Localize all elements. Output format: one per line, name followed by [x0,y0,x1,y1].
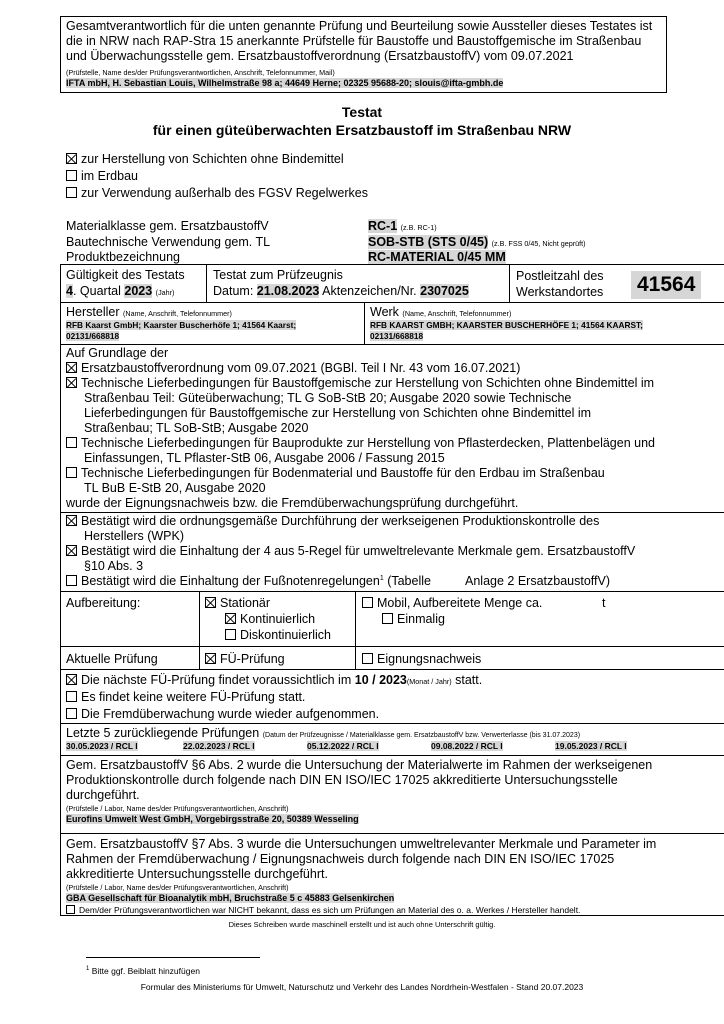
document-title: Testat [341,104,383,120]
option-label: Stationär [220,596,271,610]
next-sep: / [368,673,380,687]
report-label: Testat zum Prüfzeugnis [213,268,343,282]
checkbox-checked-icon[interactable] [66,515,77,526]
lab7-unknown-note[interactable] [66,905,580,915]
option-label: FÜ-Prüfung [220,652,285,666]
checkbox-checked-icon[interactable] [205,597,216,608]
basis-item-text-cont: Lieferbedingungen für Baustoffgemische zur Herstellung von Schichten ohne Bindemittel im [84,406,592,420]
hersteller-heading [66,305,232,319]
lab7-line: Gem. ErsatzbaustoffV §7 Abs. 3 wurde die Untersuchungen umweltrelevanter Merkmale und Parameter im [66,837,657,851]
hersteller-hint: (Name, Anschrift, Telefonnummer) [122,309,232,318]
confirm-text-cont: Herstellers (WPK) [84,529,185,543]
confirm-text-cont: §10 Abs. 3 [84,559,144,573]
basis-item-tl-pflaster[interactable] [66,436,655,450]
next-text: Die nächste FÜ-Prüfung findet voraussichtlich im [81,673,352,687]
next-month: 10 [354,673,369,687]
hersteller-line2: 02131/668818 [66,331,120,341]
validity-year: 2023 [124,284,153,298]
confirm-wpk[interactable] [66,514,599,528]
checkbox-checked-icon[interactable] [66,362,77,373]
option-label: Einmalig [397,612,445,626]
option-kontinuierlich[interactable] [225,612,315,626]
materialklasse-label: Materialklasse gem. ErsatzbaustoffV [66,219,269,233]
basis-item-text: Technische Lieferbedingungen für Baustoffgemische zur Herstellung von Schichten ohne Bindemittel im [81,376,655,390]
option-eignung[interactable] [362,652,481,666]
last5-heading [66,726,580,740]
checkbox-empty-icon[interactable] [66,691,77,702]
lab7-line: akkreditierte Untersuchungsstelle durchgeführt. [66,867,328,882]
materialklasse-hint: (z.B. RC-1) [400,223,437,232]
next-none[interactable] [66,690,305,704]
machine-note: Dieses Schreiben wurde maschinell erstellt und ist auch ohne Unterschrift gültig. [228,920,496,929]
checkbox-empty-icon[interactable] [66,467,77,478]
aufbereitung-label: Aufbereitung: [66,596,141,610]
option-mobil[interactable] [362,596,542,610]
last5-label: Letzte 5 zurückliegende Prüfungen [66,726,260,740]
checkbox-empty-icon[interactable] [66,187,77,198]
produkt-value: RC-MATERIAL 0/45 MM [368,250,506,264]
validity-quarter: 4 [66,284,73,298]
option-label: Diskontinuierlich [240,628,332,642]
confirm-fussnoten[interactable] [66,574,610,588]
checkbox-checked-icon[interactable] [66,377,77,388]
last5-entry: 05.12.2022 / RCL I [307,741,379,751]
checkbox-empty-icon[interactable] [382,613,393,624]
note-text: Dem/der Prüfungsverantwortlichen war NICHT bekannt, dass es sich um Prüfungen an Material des o. a. Werkes / Hersteller handelt. [79,905,581,915]
header-caption: (Prüfstelle, Name des/der Prüfungsverantwortlichen, Anschrift, Telefonnummer, Mail) [66,68,335,77]
verwendung-value: SOB-STB (STS 0/45) [368,235,489,249]
date-label: Datum: [213,284,254,298]
checkbox-empty-icon[interactable] [225,629,236,640]
checkbox-empty-icon[interactable] [66,437,77,448]
last5-entry: 22.02.2023 / RCL I [183,741,255,751]
next-text: Die Fremdüberwachung wurde wieder aufgenommen. [81,707,380,721]
checkbox-empty-icon[interactable] [66,575,77,586]
confirm-text: Bestätigt wird die Einhaltung der Fußnotenregelungen [81,574,380,588]
lab7-caption: (Prüfstelle / Labor, Name des/der Prüfungsverantwortlichen, Anschrift) [66,883,289,892]
werk-line1: RFB KAARST GMBH; KAARSTER BUSCHERHÖFE 1; 41564 KAARST; [370,320,643,330]
lab7-name: GBA Gesellschaft für Bioanalytik mbH, Bruchstraße 5 c 45883 Gelsenkirchen [66,893,395,903]
basis-item-text: Technische Lieferbedingungen für Bodenmaterial und Baustoffe für den Erdbau im Straßenbau [81,466,605,480]
scope-label: zur Verwendung außerhalb des FGSV Regelwerkes [81,186,368,200]
confirm-text-tail: (Tabelle Anlage 2 ErsatzbaustoffV) [383,574,611,588]
produkt-label: Produktbezeichnung [66,250,180,264]
report-date: 21.08.2023 [256,284,320,298]
last5-hint: (Datum der Prüfzeugnisse / Materialklasse gem. ErsatzbaustoffV bzw. Verwerterlasse (bis 31.07.2023) [262,732,581,739]
werk-heading [370,305,511,319]
basis-item-text-cont: Straßenbau; TL SoB-StB; Ausgabe 2020 [84,421,309,435]
checkbox-checked-icon[interactable] [66,674,77,685]
scope-label: im Erdbau [81,169,138,183]
pruefung-label: Aktuelle Prüfung [66,652,158,666]
basis-item-tl-sob[interactable] [66,376,654,390]
werk-hint: (Name, Anschrift, Telefonnummer) [402,309,512,318]
az-label: Aktenzeichen/Nr. [322,284,417,298]
last5-entry: 30.05.2023 / RCL I [66,741,138,751]
option-diskontinuierlich[interactable] [225,628,331,642]
scope-label: zur Herstellung von Schichten ohne Bindemittel [81,152,344,166]
scope-item-erdbau[interactable] [66,169,138,183]
header-intro-line: Gesamtverantwortlich für die unten genannte Prüfung und Beurteilung sowie Aussteller dieses Testates ist [66,19,653,33]
lab6-line: Produktionskontrolle durch folgende nach DIN EN ISO/IEC 17025 akkreditierte Untersuchungsstelle [66,773,618,788]
plz-label-2: Werkstandortes [516,285,604,299]
werk-label: Werk [370,305,399,319]
plz-label-1: Postleitzahl des [516,269,604,283]
next-text: Es findet keine weitere FÜ-Prüfung statt. [81,690,306,704]
checkbox-empty-icon[interactable] [66,170,77,181]
checkbox-checked-icon[interactable] [225,613,236,624]
hersteller-label: Hersteller [66,305,120,319]
lab6-name: Eurofins Umwelt West GmbH, Vorgebirgsstraße 20, 50389 Wesseling [66,814,359,824]
next-resumed[interactable] [66,707,379,721]
checkbox-empty-icon[interactable] [362,597,373,608]
header-intro [66,19,666,65]
next-year: 2023 [379,673,407,687]
document-subtitle: für einen güteüberwachten Ersatzbaustoff im Straßenbau NRW [152,122,572,138]
header-intro-line: die in NRW nach RAP-Stra 15 anerkannte Prüfstelle für Baustoffe und Baustoffgemische im Straßenbau [66,34,642,49]
materialklasse-row [368,219,437,233]
basis-item-text-cont: Einfassungen, TL Pflaster-StB 06, Ausgabe 2006 / Fassung 2015 [84,451,445,465]
validity-value [66,284,174,298]
footnote-divider [86,957,260,958]
next-hint: (Monat / Jahr) [406,677,452,686]
lab6-line: Gem. ErsatzbaustoffV §6 Abs. 2 wurde die Untersuchung der Materialwerte im Rahmen der werkseigenen [66,758,653,772]
option-einmalig[interactable] [382,612,445,626]
option-label: Kontinuierlich [240,612,316,626]
lab6-caption: (Prüfstelle / Labor, Name des/der Prüfungsverantwortlichen, Anschrift) [66,804,289,813]
basis-item-ersatzbaustoffv[interactable] [66,361,520,375]
lab7-text [66,837,724,883]
header-intro-line: und Überwachungsstelle gem. Ersatzbaustoffverordnung (ErsatzbaustoffV) vom 09.07.2021 [66,49,574,64]
lab7-line: Rahmen der Fremdüberwachung / Eignungsnachweis durch folgende nach DIN EN ISO/IEC 17025 [66,852,615,867]
basis-closing: wurde der Eignungsnachweis bzw. die Fremdüberwachungsprüfung durchgeführt. [66,496,519,510]
materialklasse-value: RC-1 [368,219,398,233]
hersteller-line1: RFB Kaarst GmbH; Kaarster Buscherhöfe 1; 41564 Kaarst; [66,320,297,330]
footnote-ref: 1 [379,574,384,582]
lab6-line: durchgeführt. [66,788,140,803]
validity-label: Gültigkeit des Testats [66,268,185,282]
basis-item-text-cont: TL BuB E-StB 20, Ausgabe 2020 [84,481,266,495]
validity-quarter-word: . Quartal [72,284,121,298]
scope-item-ausserhalb[interactable] [66,186,368,200]
basis-item-tl-bub[interactable] [66,466,605,480]
checkbox-empty-icon[interactable] [362,653,373,664]
scope-item-schichten[interactable] [66,152,344,166]
verwendung-hint: (z.B. FSS 0/45, Nicht geprüft) [491,239,586,248]
footnote [86,966,200,976]
footnote-text: Bitte ggf. Beiblatt hinzufügen [91,966,200,976]
header-issuer: IFTA mbH, H. Sebastian Louis, Wilhelmstraße 98 a; 44649 Herne; 02325 95688-20; slouis@ifta-gmbh.de [66,78,504,88]
basis-heading: Auf Grundlage der [66,346,169,360]
confirm-text: Bestätigt wird die Einhaltung der 4 aus 5-Regel für umweltrelevante Merkmale gem. ErsatzbaustoffV [81,544,636,558]
plz-value: 41564 [631,271,701,299]
verwendung-row [368,235,586,249]
verwendung-label: Bautechnische Verwendung gem. TL [66,235,271,249]
option-fue[interactable] [205,652,285,666]
confirm-4aus5[interactable] [66,544,635,558]
report-az: 2307025 [420,284,469,298]
basis-item-text: Ersatzbaustoffverordnung vom 09.07.2021 (BGBl. Teil I Nr. 43 vom 16.07.2021) [81,361,521,375]
mobil-unit: t [602,596,606,610]
werk-line2: 02131/668818 [370,331,424,341]
confirm-text: Bestätigt wird die ordnungsgemäße Durchführung der werkseigenen Produktionskontrolle des [81,514,600,528]
checkbox-empty-icon[interactable] [66,708,77,719]
next-tail: statt. [451,673,483,687]
checkbox-checked-icon[interactable] [205,653,216,664]
option-label: Eignungsnachweis [377,652,482,666]
basis-item-text-cont: Straßenbau Teil: Güteüberwachung; TL G SoB-StB 20; Ausgabe 2020 sowie Technische [84,391,572,405]
checkbox-checked-icon[interactable] [66,153,77,164]
next-fue[interactable] [66,673,482,687]
last5-entry: 19.05.2023 / RCL I [555,741,627,751]
form-footer: Formular des Ministeriums für Umwelt, Naturschutz und Verkehr des Landes Nordrhein-Westfalen - Stand 20.07.2023 [140,982,584,992]
validity-year-hint: (Jahr) [155,288,175,297]
footnote-number: 1 [86,966,90,973]
report-date-row [213,284,469,298]
option-label: Mobil, Aufbereitete Menge ca. [377,596,543,610]
lab6-text [66,758,724,804]
basis-item-text: Technische Lieferbedingungen für Bauprodukte zur Herstellung von Pflasterdecken, Plattenbelägen und [81,436,655,450]
checkbox-checked-icon[interactable] [66,545,77,556]
checkbox-empty-icon[interactable] [66,905,75,914]
option-stationaer[interactable] [205,596,270,610]
last5-entry: 09.08.2022 / RCL I [431,741,503,751]
